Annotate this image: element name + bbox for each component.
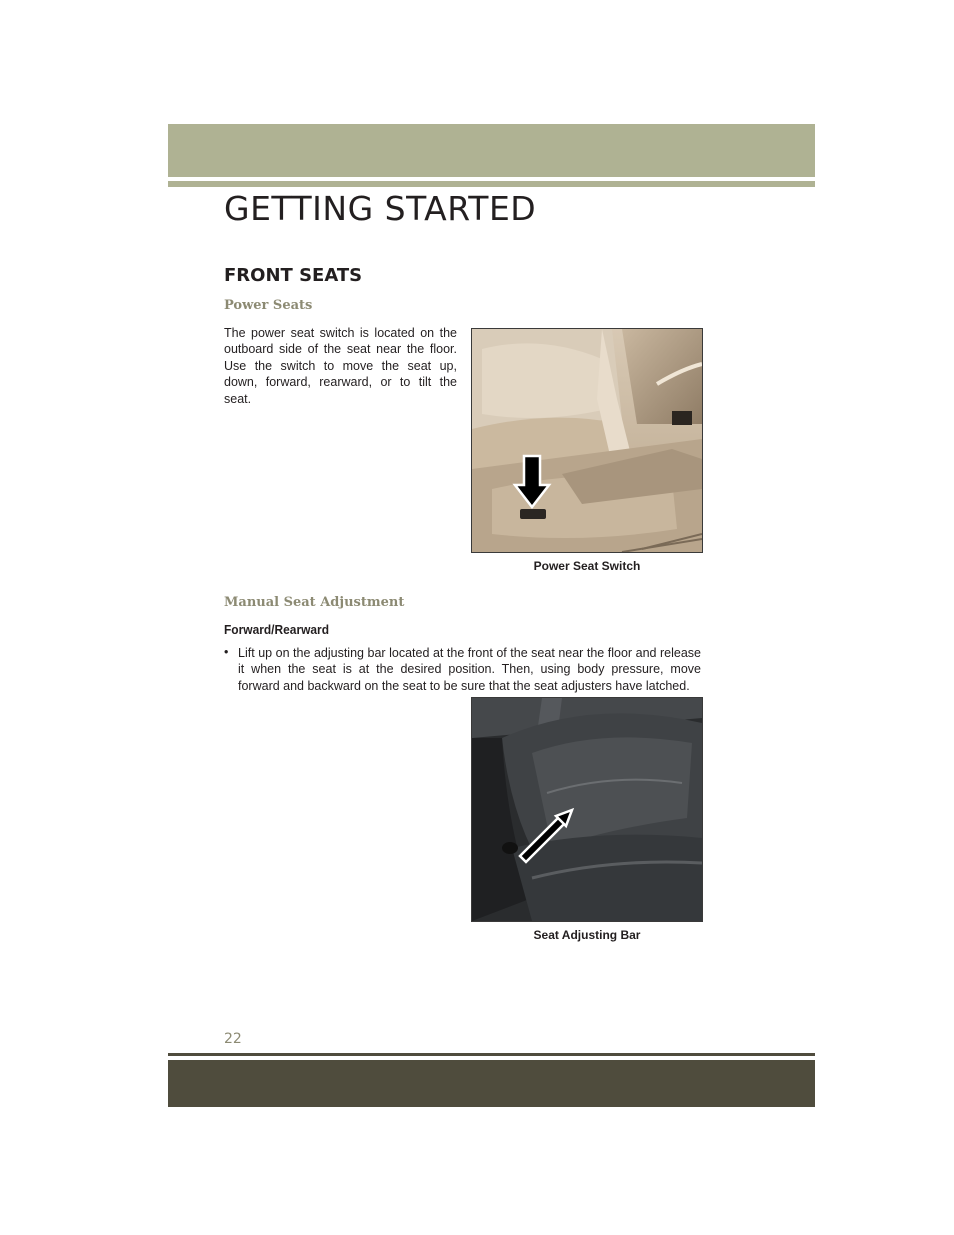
section-title: GETTING STARTED <box>224 189 537 228</box>
power-seats-subheading: Power Seats <box>224 298 313 313</box>
footer-rule <box>168 1053 815 1056</box>
forward-rearward-heading: Forward/Rearward <box>224 622 330 637</box>
seat-adjusting-bar-photo <box>471 697 703 922</box>
power-seat-switch-caption: Power Seat Switch <box>533 559 641 573</box>
header-rule <box>168 181 815 187</box>
footer-band <box>168 1060 815 1107</box>
page-number: 22 <box>224 1031 242 1047</box>
header-band <box>168 124 815 177</box>
power-seat-switch-photo <box>471 328 703 553</box>
manual-adjustment-subheading: Manual Seat Adjustment <box>224 595 405 610</box>
power-seats-paragraph: The power seat switch is located on the outboard side of the seat near the floor. Use the switch to move the seat up, down, forward, rearward, or to tilt the seat. <box>224 326 457 406</box>
bullet-marker: • <box>224 645 229 659</box>
seat-adjusting-bar-caption: Seat Adjusting Bar <box>533 928 641 942</box>
forward-rearward-paragraph: Lift up on the adjusting bar located at the front of the seat near the floor and release it when the seat is at the desired position. Then, using body pressure, move forward and backward on the seat to be sure that the seat adjusters have latched. <box>238 646 701 693</box>
page-heading: FRONT SEATS <box>224 265 363 286</box>
